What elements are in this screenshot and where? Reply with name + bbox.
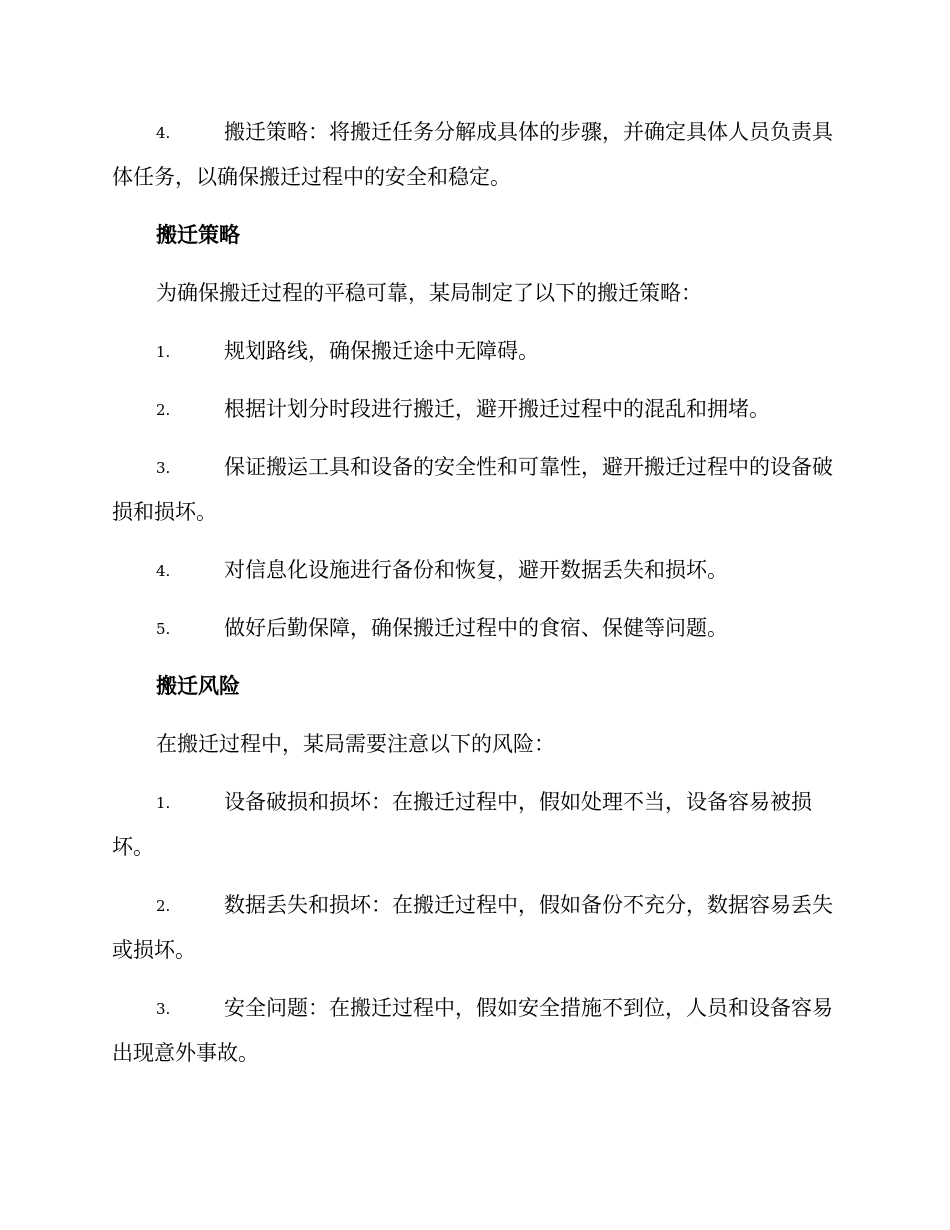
list-text: 保证搬运工具和设备的安全性和可靠性，避开搬迁过程中的设备破损和损坏。	[112, 455, 833, 524]
list-number: 2.	[156, 401, 171, 419]
strategy-item-3	[112, 445, 834, 535]
list-number: 4.	[156, 562, 171, 580]
list-text: 规划路线，确保搬迁途中无障碍。	[224, 339, 539, 363]
list-text: 设备破损和损坏：在搬迁过程中，假如处理不当，设备容易被损坏。	[112, 790, 812, 859]
strategy-item-1	[112, 329, 834, 374]
list-text: 搬迁策略：将搬迁任务分解成具体的步骤，并确定具体人员负责具体任务，以确保搬迁过程中的安全和稳定。	[112, 120, 833, 189]
list-number: 5.	[156, 620, 171, 638]
section-heading-risk: 搬迁风险	[156, 674, 240, 698]
list-number: 3.	[156, 459, 171, 477]
document-page	[112, 110, 834, 1089]
risk-intro: 在搬迁过程中，某局需要注意以下的风险：	[156, 732, 555, 756]
list-text: 对信息化设施进行备份和恢复，避开数据丢失和损坏。	[224, 558, 728, 582]
section-heading-strategy: 搬迁策略	[156, 223, 240, 247]
list-text: 根据计划分时段进行搬迁，避开搬迁过程中的混乱和拥堵。	[224, 397, 770, 421]
list-number: 1.	[156, 794, 171, 812]
strategy-item-2	[112, 387, 834, 432]
risk-item-2	[112, 883, 834, 973]
risk-item-3	[112, 986, 834, 1076]
strategy-item-4	[112, 548, 834, 593]
strategy-intro: 为确保搬迁过程的平稳可靠，某局制定了以下的搬迁策略：	[156, 281, 702, 305]
strategy-item-5	[112, 606, 834, 651]
list-number: 4.	[156, 124, 171, 142]
list-text: 安全问题：在搬迁过程中，假如安全措施不到位，人员和设备容易出现意外事故。	[112, 996, 833, 1065]
list-item-prev-4	[112, 110, 834, 200]
list-number: 1.	[156, 343, 171, 361]
list-text: 数据丢失和损坏：在搬迁过程中，假如备份不充分，数据容易丢失或损坏。	[112, 893, 833, 962]
list-number: 3.	[156, 1000, 171, 1018]
list-number: 2.	[156, 897, 171, 915]
risk-item-1	[112, 780, 834, 870]
list-text: 做好后勤保障，确保搬迁过程中的食宿、保健等问题。	[224, 616, 728, 640]
